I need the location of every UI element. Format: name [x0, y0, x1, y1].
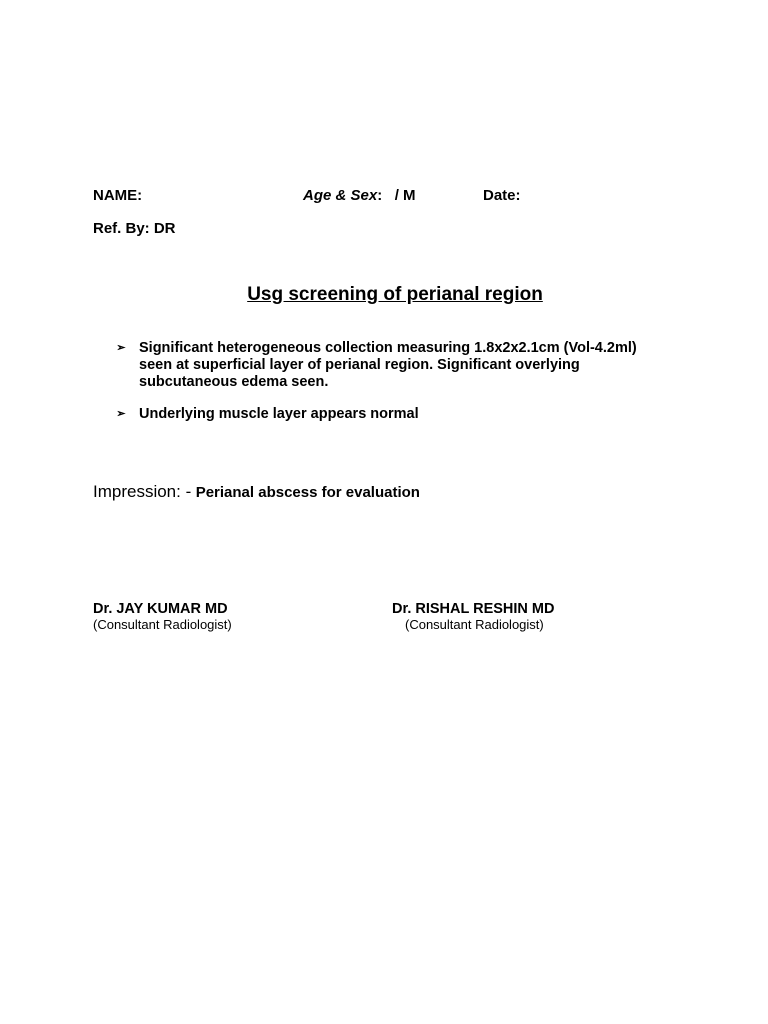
doctor-role: (Consultant Radiologist): [405, 617, 544, 632]
impression-text: Perianal abscess for evaluation: [195, 484, 420, 501]
report-title: Usg screening of perianal region: [247, 284, 543, 305]
arrow-bullet-icon: ➢: [116, 408, 126, 420]
name-label: NAME:: [93, 187, 143, 204]
impression: [93, 482, 420, 502]
age-sex-value: / M: [394, 187, 416, 204]
age-sex-field: [303, 187, 416, 204]
date-label: Date:: [483, 187, 521, 204]
doctor-name: Dr. JAY KUMAR MD: [93, 601, 228, 617]
finding-text: Underlying muscle layer appears normal: [139, 406, 419, 422]
signature-block-right: [392, 601, 554, 632]
ref-by-label: Ref. By: DR: [93, 220, 176, 237]
doctor-role: (Consultant Radiologist): [93, 617, 232, 632]
arrow-bullet-icon: ➢: [116, 342, 126, 354]
age-sex-colon: :: [377, 187, 383, 204]
doctor-name: Dr. RISHAL RESHIN MD: [392, 601, 555, 617]
age-sex-label: Age & Sex: [303, 187, 378, 204]
impression-label: Impression: -: [93, 482, 192, 501]
signature-block-left: [93, 601, 232, 632]
finding-text: Significant heterogeneous collection measuring 1.8x2x2.1cm (Vol-4.2ml) seen at superficial layer of perianal region. Significant overlying subcutaneous edema seen.: [139, 340, 637, 390]
